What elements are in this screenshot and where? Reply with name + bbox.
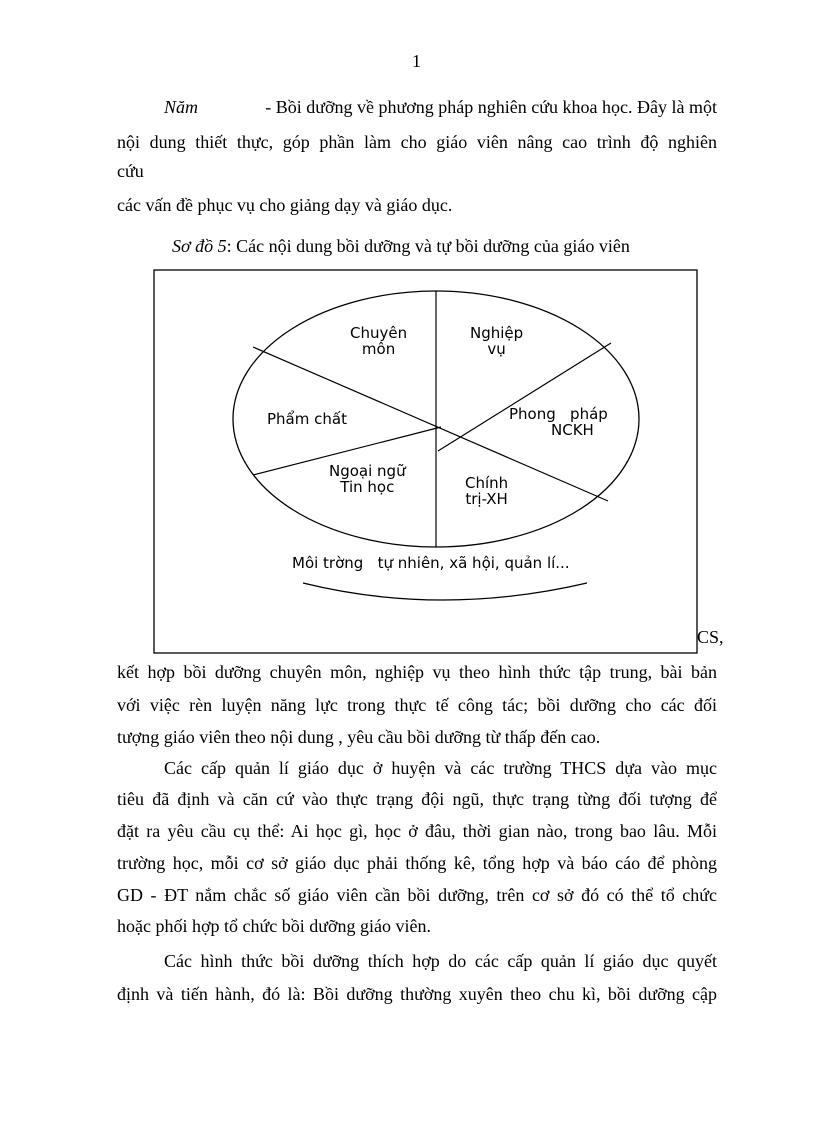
paragraph-3-line-3: đặt ra yêu cầu cụ thể: Ai học gì, học ở đâu, thời gian nào, trong bao lâu. Mỗi [117, 821, 717, 841]
segment-chinh-tri-line-1: Chính [465, 474, 509, 492]
caption-text: : Các nội dung bồi dưỡng và tự bồi dưỡng của giáo viên [226, 236, 630, 256]
segment-chuyen-mon [350, 325, 407, 357]
paragraph-1-line-3: cứu [117, 161, 144, 181]
paragraph-4-line-2: định và tiến hành, đó là: Bồi dưỡng thường xuyên theo chu kì, bồi dưỡng cập [117, 984, 717, 1004]
paragraph-2-line-2: với việc rèn luyện năng lực trong thực tế công tác; bồi dưỡng cho các đối [117, 695, 717, 715]
segment-ngoai-ngu-line-1: Ngoại ngữ [329, 462, 406, 480]
segment-chuyen-mon-line-1: Chuyên [350, 324, 408, 342]
segment-nghiep-vu [470, 325, 523, 357]
paragraph-3-line-5: GD - ĐT nắm chắc số giáo viên cần bồi dưỡng, trên cơ sở đó có thể tổ chức [117, 885, 717, 905]
environment-label: Môi trờng tự nhiên, xã hội, quản lí... [292, 554, 570, 572]
segment-pham-chat: Phẩm chất [267, 410, 347, 428]
paragraph-2-line-3: tượng giáo viên theo nội dung , yêu cầu bồi dưỡng từ thấp đến cao. [117, 727, 601, 747]
lead-word: Năm [164, 97, 199, 117]
paragraph-3-line-2: tiêu đã định và căn cứ vào thực trạng đội ngũ, thực trạng từng đối tượng để [117, 789, 717, 809]
diagram-drawing [153, 269, 698, 654]
paragraph-3-line-4: trường học, mỗi cơ sở giáo dục phải thống kê, tổng hợp và báo cáo để phòng [117, 853, 717, 873]
cut-off-text: CS, [697, 627, 724, 647]
segment-chuyen-mon-line-2: môn [361, 340, 396, 358]
content-diagram [153, 269, 698, 654]
diagram-caption [172, 235, 630, 257]
segment-nghiep-vu-line-2: vụ [487, 340, 506, 358]
segment-nghiep-vu-line-1: Nghiệp [470, 324, 524, 342]
segment-phuong-phap [509, 406, 608, 438]
segment-chinh-tri-line-2: trị-XH [465, 490, 508, 508]
paragraph-1-line-1 [164, 96, 717, 118]
page-number: 1 [412, 51, 421, 71]
paragraph-2-line-1: kết hợp bồi dưỡng chuyên môn, nghiệp vụ theo hình thức tập trung, bài bản [117, 662, 717, 682]
paragraph-3-line-1: Các cấp quản lí giáo dục ở huyện và các trường THCS dựa vào mục [164, 758, 717, 778]
paragraph-4-line-1: Các hình thức bồi dưỡng thích hợp do các cấp quản lí giáo dục quyết [164, 951, 717, 971]
environment-arc [303, 583, 587, 600]
paragraph-1-line-4: các vấn đề phục vụ cho giảng dạy và giáo dục. [117, 195, 453, 215]
paragraph-3-line-6: hoặc phối hợp tổ chức bồi dưỡng giáo viên. [117, 916, 431, 936]
segment-ngoai-ngu-line-2: Tin học [340, 478, 395, 496]
paragraph-1-line-2: nội dung thiết thực, góp phần làm cho giáo viên nâng cao trình độ nghiên [117, 132, 717, 152]
segment-phuong-phap-line-1: Phong pháp [509, 405, 608, 423]
caption-label: Sơ đồ 5 [172, 236, 227, 256]
segment-ngoai-ngu [329, 463, 406, 495]
paragraph-1-line-1-rest: - Bồi dưỡng về phương pháp nghiên cứu khoa học. Đây là một [265, 97, 717, 117]
diagram-frame [154, 270, 697, 653]
segment-phuong-phap-line-2: NCKH [551, 421, 594, 439]
segment-chinh-tri [465, 475, 508, 507]
